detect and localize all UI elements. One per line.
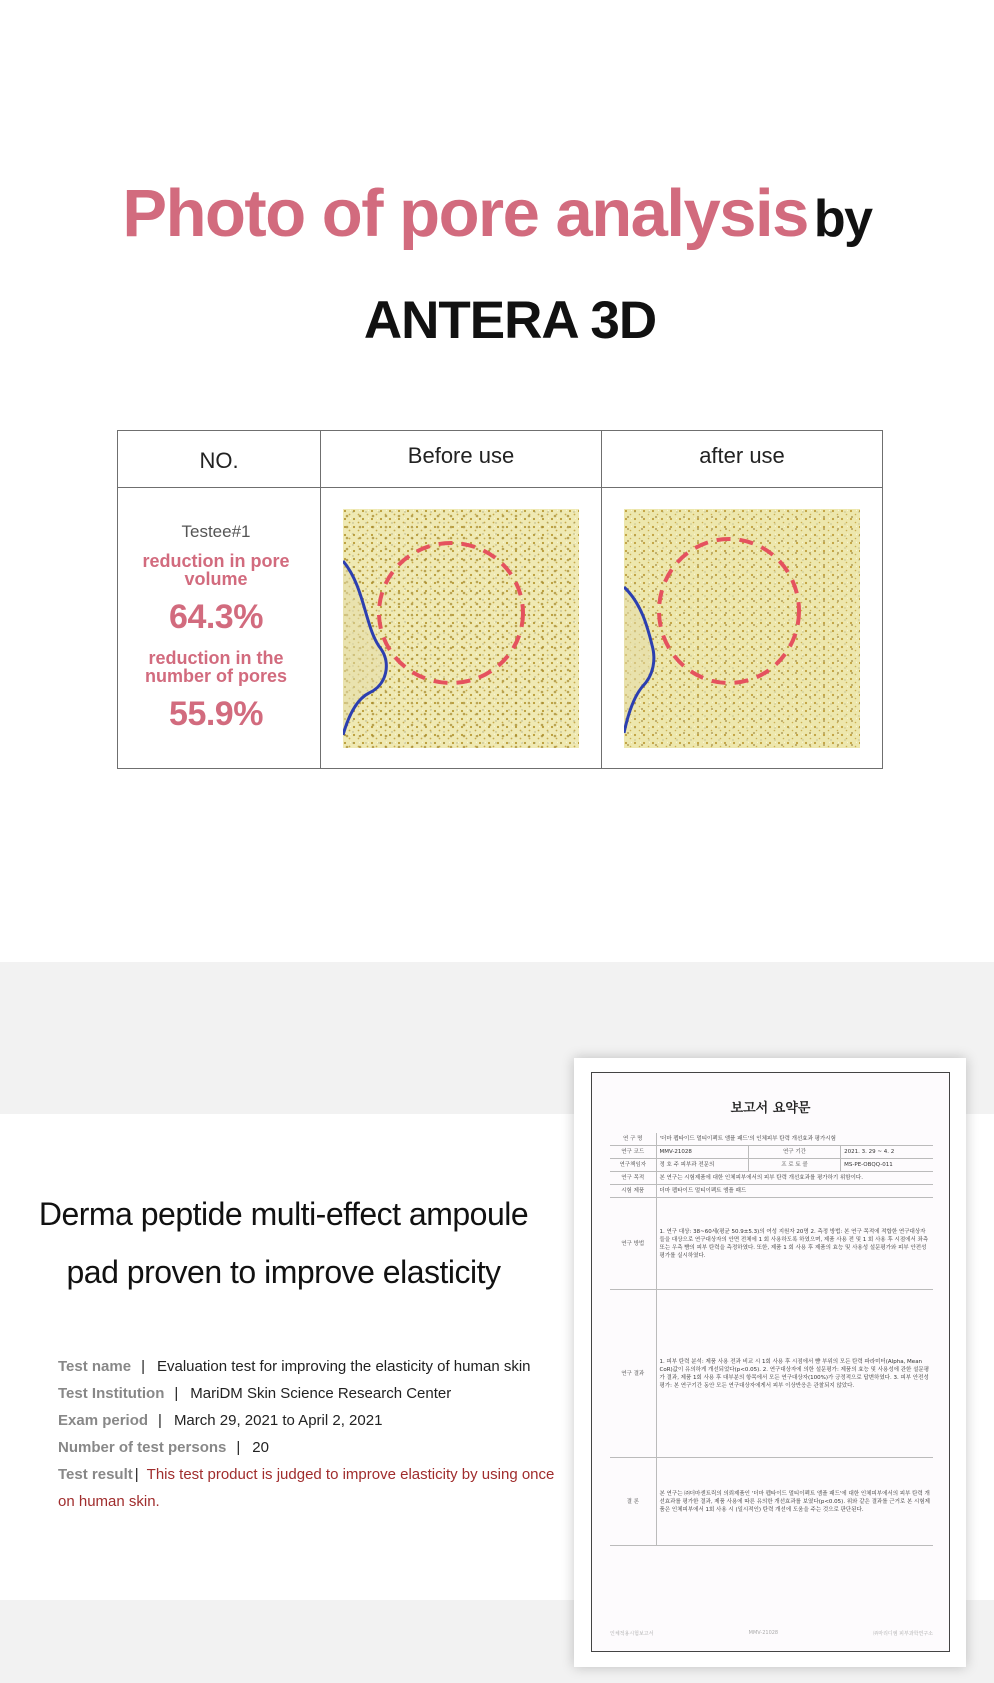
info-row-test-name — [58, 1353, 554, 1380]
report-footer-right: ㈜마리디엠 피부과학연구소 — [873, 1631, 933, 1637]
table-row — [610, 1172, 933, 1185]
table-row — [610, 1290, 933, 1458]
report-key: 연 구 명 — [610, 1133, 656, 1146]
pore-scan-before-image — [343, 509, 579, 748]
metric1-value: 64.3% — [169, 598, 263, 636]
elasticity-heading-line2: pad proven to improve elasticity — [66, 1254, 501, 1290]
test-result-line1: This test product is judged to improve elasticity by using once — [146, 1466, 555, 1483]
report-value: 더마 펩타이드 멀티이펙트 앰플 패드 — [656, 1185, 933, 1198]
info-value: March 29, 2021 to April 2, 2021 — [173, 1412, 383, 1429]
elasticity-heading-line1: Derma peptide multi-effect ampoule — [38, 1196, 529, 1232]
info-row-test-result-cont — [58, 1488, 554, 1515]
report-value: 본 연구는 ㈜더마센트릭의 의뢰제품인 '더마 펩타이드 멀티이펙트 앰플 패드'에 대한 인체피부에서의 피부 탄력 개선효과를 평가한 결과, 제품 사용에 따른 유의한 개선효과를 보였다(p<0.05). 위와 같은 결과를 근거로 본 시험제품은 인체피부에서 1회 사용 시 (일시적인) 탄력 개선에 도움을 주는 것으로 판단된다. — [656, 1458, 933, 1546]
report-key: 시험 제품 — [610, 1185, 656, 1198]
info-separator: | — [174, 1385, 179, 1402]
table-row — [610, 1458, 933, 1546]
report-key: 연구 결과 — [610, 1290, 656, 1458]
info-row-test-institution — [58, 1380, 554, 1407]
info-separator: | — [141, 1358, 145, 1375]
pore-analysis-table — [117, 430, 883, 769]
report-key: 결 론 — [610, 1458, 656, 1546]
before-image-cell — [321, 488, 602, 769]
report-value: 2021. 3. 29 ~ 4. 2 — [841, 1146, 933, 1159]
info-separator: | — [158, 1412, 162, 1429]
page-title — [0, 175, 994, 252]
info-value: 20 — [252, 1439, 269, 1456]
testee-label: Testee#1 — [181, 522, 251, 541]
report-value: MS-PE-OBQQ-011 — [841, 1159, 933, 1172]
header-no: NO. — [118, 431, 321, 488]
report-summary-table — [610, 1133, 933, 1546]
table-row — [610, 1185, 933, 1198]
info-row-test-persons — [58, 1434, 554, 1461]
report-value: 본 연구는 시험제품에 대한 인체피부에서의 피부 탄력 개선효과를 평가하기 위함이다. — [656, 1172, 933, 1185]
info-separator: | — [134, 1466, 139, 1483]
report-key: 프 로 토 콜 — [748, 1159, 840, 1172]
metric1-label-line2: volume — [184, 569, 248, 589]
info-label: Number of test persons — [58, 1439, 227, 1456]
report-footer-mid: MMV-21028 — [748, 1630, 779, 1636]
table-header-row — [118, 431, 883, 488]
info-label: Exam period — [58, 1412, 149, 1429]
elasticity-heading — [0, 1185, 567, 1301]
testee-summary-cell — [118, 488, 321, 769]
report-key: 연구 목적 — [610, 1172, 656, 1185]
title-by: by — [813, 190, 872, 248]
report-value: '더마 펩타이드 멀티이펙트 앰플 패드'의 인체피부 탄력 개선효과 평가시험 — [656, 1133, 933, 1146]
after-image-cell — [602, 488, 883, 769]
info-label: Test result — [58, 1466, 133, 1483]
header-before-use: Before use — [321, 431, 602, 488]
report-value: 정 호 주 피부과 전문의 — [656, 1159, 748, 1172]
report-value: 1. 피부 탄력 분석: 제품 사용 전과 비교 시 1회 사용 후 시점에서 뺨 부위의 모든 탄력 파라미터(Alpha, Mean CoR)값이 유의하게 개선되었다(p<0.05). 2. 연구대상자에 의한 설문평가: 제품의 효능 및 사용성에 관한 설문평가 결과, 제품 1회 사용 후 대부분의 항목에서 모든 연구대상자(100%)가 긍정적으로 답변하였다. 3. 피부 안전성 평가: 본 연구기간 동안 모든 연구대상자에게서 피부 이상반응은 관찰되지 않았다. — [656, 1290, 933, 1458]
metric2-label-line1: reduction in the — [148, 648, 284, 668]
pore-scan-after-image — [624, 509, 860, 748]
report-key: 연구책임자 — [610, 1159, 656, 1172]
info-value: Evaluation test for improving the elasticity of human skin — [157, 1358, 531, 1375]
table-row — [610, 1146, 933, 1159]
test-result-line2: on human skin. — [58, 1493, 160, 1510]
report-key: 연구 코드 — [610, 1146, 656, 1159]
title-highlight: Photo of pore analysis — [122, 176, 808, 251]
table-row — [118, 488, 883, 769]
report-value: 1. 연구 대상: 38~60세(평균 50.9±5.3)의 여성 지원자 20명 2. 측정 방법: 본 연구 목적에 적합한 연구대상자들을 대상으로 연구대상자의 안면 전체에 1 회 사용하도록 하였으며, 제품 사용 전 및 1 회 사용 후 시점에서 좌측 또는 우측 뺨의 피부 탄력을 측정하였다. 또한, 제품 1 회 사용 후 제품의 효능 및 사용성 설문평가와 피부 안전성 평가를 실시하였다. — [656, 1198, 933, 1290]
report-value: MMV-21028 — [656, 1146, 748, 1159]
table-row — [610, 1133, 933, 1146]
metric2-value: 55.9% — [169, 695, 263, 733]
test-info-list — [58, 1353, 554, 1515]
page-subtitle: ANTERA 3D — [363, 291, 657, 350]
report-key: 연구 방법 — [610, 1198, 656, 1290]
report-footer — [610, 1630, 933, 1637]
info-value: MariDM Skin Science Research Center — [190, 1385, 452, 1402]
table-row — [610, 1159, 933, 1172]
report-document — [591, 1072, 950, 1652]
header-after-use: after use — [602, 431, 883, 488]
report-key: 연구 기간 — [748, 1146, 840, 1159]
info-label: Test name — [58, 1358, 132, 1375]
info-row-test-result — [58, 1461, 554, 1488]
info-separator: | — [236, 1439, 241, 1456]
report-footer-left: 인체적용시험보고서 — [610, 1631, 654, 1637]
table-row — [610, 1198, 933, 1290]
info-label: Test Institution — [58, 1385, 165, 1402]
info-row-exam-period — [58, 1407, 554, 1434]
metric2-label-line2: number of pores — [144, 666, 287, 686]
metric1-label-line1: reduction in pore — [142, 551, 290, 571]
report-title: 보고서 요약문 — [730, 1101, 811, 1116]
